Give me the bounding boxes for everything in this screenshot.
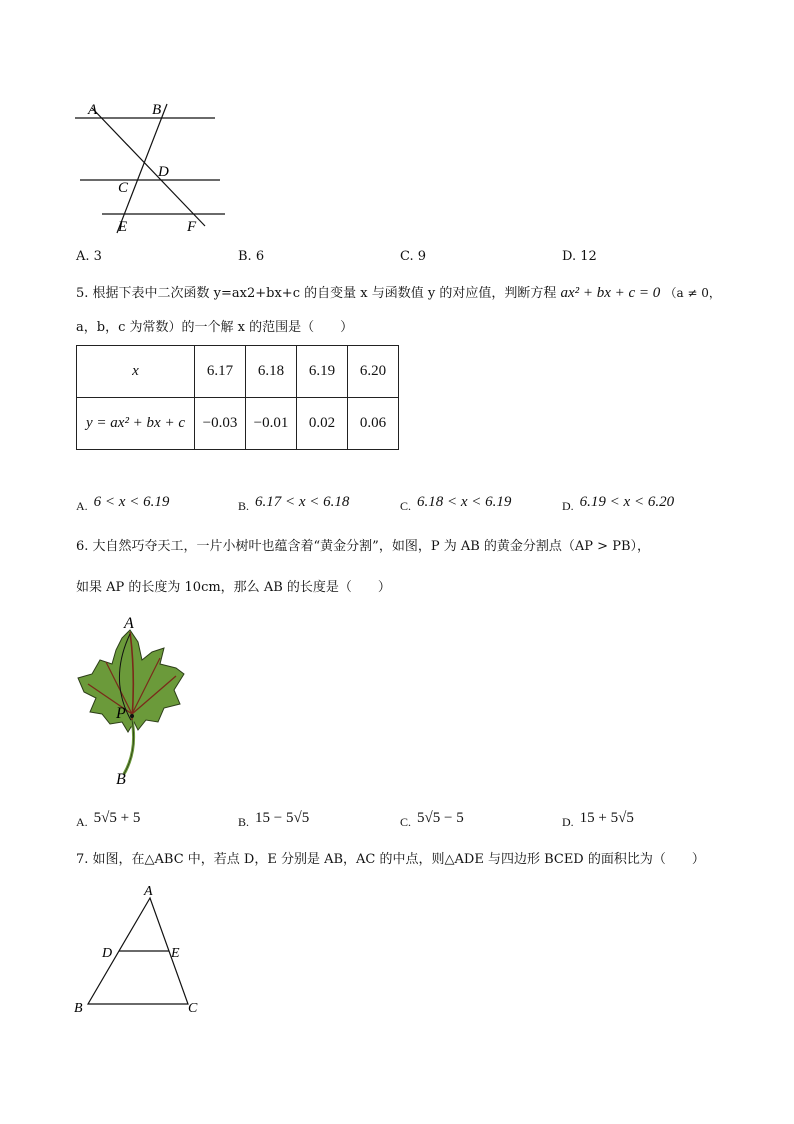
option-value: 6 [255, 249, 265, 264]
q4-label-c: C [118, 180, 129, 196]
option-label: C. [400, 249, 414, 264]
q6-option-d[interactable] [562, 810, 634, 830]
option-label: D. [562, 815, 574, 829]
q5-option-c[interactable] [400, 494, 511, 514]
q6-label-p: P [116, 705, 126, 722]
q4-label-e: E [118, 219, 128, 235]
q6-stem-line2 [76, 578, 391, 598]
q5-stem-text2: a，b，c 为常数）的一个解 x 的范围是（ ） [76, 320, 354, 335]
q5-option-a[interactable] [76, 494, 169, 514]
table-cell: −0.03 [195, 398, 246, 450]
option-value: 12 [580, 249, 597, 264]
option-value: 6.19 < x < 6.20 [579, 494, 675, 510]
table-cell: 0.06 [348, 398, 399, 450]
q4-option-b[interactable] [238, 249, 264, 264]
option-value: 15 + 5√5 [579, 810, 634, 826]
q4-label-b: B [152, 102, 162, 118]
q6-leaf-figure [72, 612, 192, 787]
table-cell: 6.17 [195, 346, 246, 398]
table-cell: 0.02 [297, 398, 348, 450]
q5-stem-line2 [76, 318, 353, 338]
table-header-x: x [77, 346, 195, 398]
option-label: A. [76, 499, 88, 513]
q6-stem-text2: 如果 AP 的长度为 10cm，那么 AB 的长度是（ ） [76, 580, 391, 595]
q6-option-c[interactable] [400, 810, 464, 830]
q7-triangle-figure [70, 880, 210, 1020]
q4-label-f: F [187, 219, 197, 235]
option-label: D. [562, 499, 574, 513]
q7-label-b: B [74, 1001, 83, 1016]
table-cell: 6.20 [348, 346, 399, 398]
option-label: C. [400, 815, 412, 829]
q7-label-a: A [144, 884, 153, 899]
q6-stem-line1 [76, 537, 650, 557]
option-value: 6.18 < x < 6.19 [417, 494, 512, 510]
q6-option-b[interactable] [238, 810, 309, 830]
q5-option-b[interactable] [238, 494, 349, 514]
table-cell: −0.01 [246, 398, 297, 450]
q5-equation: ax² + bx + c = 0 [560, 285, 661, 301]
q7-label-c: C [188, 1001, 198, 1016]
q4-option-c[interactable] [400, 249, 426, 264]
q7-stem [76, 850, 705, 870]
option-value: 15 − 5√5 [255, 810, 310, 826]
option-label: B. [238, 499, 250, 513]
q5-option-d[interactable] [562, 494, 674, 514]
q5-stem-line1 [76, 283, 721, 304]
option-value: 5√5 + 5 [93, 810, 141, 826]
q6-stem-text: 6. 大自然巧夺天工，一片小树叶也蕴含着“黄金分割”，如图，P 为 AB 的黄金分割点（AP > PB）， [76, 539, 651, 554]
option-label: B. [238, 249, 252, 264]
q5-stem-text: 5. 根据下表中二次函数 y=ax2+bx+c 的自变量 x 与函数值 y 的对应值，判断方程 [76, 286, 557, 301]
option-label: D. [562, 249, 577, 264]
q6-option-a[interactable] [76, 810, 140, 830]
q4-label-d: D [158, 164, 169, 180]
table-header-y: y = ax² + bx + c [77, 398, 195, 450]
option-value: 6.17 < x < 6.18 [255, 494, 350, 510]
q4-label-a: A [88, 102, 98, 118]
table-cell: 6.19 [297, 346, 348, 398]
option-value: 3 [93, 249, 102, 264]
option-value: 5√5 − 5 [417, 810, 464, 826]
option-label: B. [238, 815, 250, 829]
option-value: 6 < x < 6.19 [93, 494, 170, 510]
q7-stem-text: 7. 如图，在△ABC 中，若点 D，E 分别是 AB，AC 的中点，则△ADE 与四边形 BCED 的面积比为（ ） [76, 852, 705, 867]
q7-label-d: D [102, 946, 113, 961]
q7-label-e: E [171, 946, 180, 961]
q6-label-a: A [124, 615, 134, 632]
option-label: A. [76, 815, 88, 829]
q4-option-a[interactable] [76, 249, 102, 264]
q5-condition: （a ≠ 0， [664, 286, 721, 300]
option-label: A. [76, 249, 90, 264]
q4-option-d[interactable] [562, 249, 597, 264]
option-value: 9 [417, 249, 427, 264]
q4-figure [70, 98, 230, 238]
q6-label-b: B [116, 771, 126, 787]
option-label: C. [400, 499, 412, 513]
table-cell: 6.18 [246, 346, 297, 398]
q5-value-table [76, 345, 399, 450]
